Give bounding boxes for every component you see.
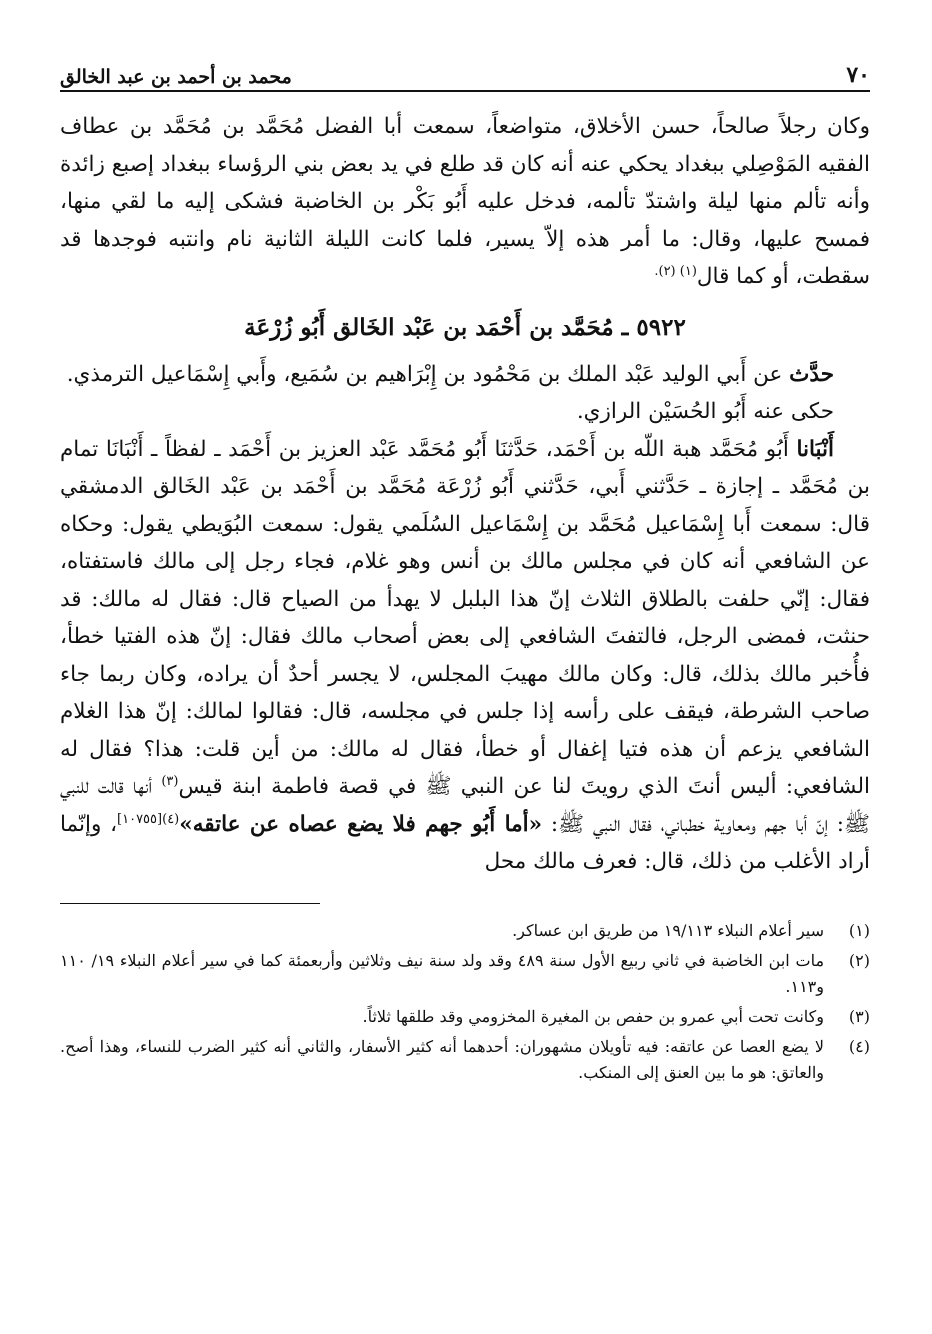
footnote-text: مات ابن الخاضبة في ثاني ربيع الأول سنة ٤٨٩ وقد ولد سنة نيف وثلاثين وأربعمئة كما في سير أعلام النبلاء ١٩/ ١١٠ و١١٣. xyxy=(60,950,825,996)
footnote-3 xyxy=(60,1004,870,1030)
footnote-refs-1-2: (١) (٢). xyxy=(654,263,697,279)
paragraph-haddath xyxy=(60,356,870,394)
entry-heading: ٥٩٢٢ ـ مُحَمَّد بن أَحْمَد بن عَبْد الخَالق أَبُو زُرْعَة xyxy=(244,313,686,341)
footnote-1 xyxy=(60,918,870,944)
footnote-text: لا يضع العصا عن عاتقه: فيه تأويلان مشهوران: أحدهما أنه كثير الأسفار، والثاني أنه كثير الضرب للنساء، وهذا أصح. والعاتق: هو ما بين العنق إلى المنكب. xyxy=(60,1036,825,1082)
footnote-2 xyxy=(60,948,870,1000)
main-text xyxy=(60,108,870,881)
header-rule xyxy=(60,90,870,92)
paragraph-haka: حكى عنه أَبُو الحُسَيْن الرازي. xyxy=(576,399,834,424)
isnad-text-2: أنها قالت للنبي ﷺ: إنّ أبا جهم ومعاوية خطباني، فقال النبي ﷺ: xyxy=(60,774,871,837)
book-page xyxy=(60,48,870,1298)
footnote-ref-4: (٤) xyxy=(162,811,180,827)
footnote-number: (٣) xyxy=(848,1006,870,1026)
lead-word-haddath: حدَّث xyxy=(789,361,834,387)
footnote-rule xyxy=(60,903,320,904)
page-number: ٧٠ xyxy=(846,62,870,88)
hadith-number: [١٠٧٥٥] xyxy=(117,811,163,827)
haddath-text: عن أَبي الوليد عَبْد الملك بن مَحْمُود بن إِبْرَاهيم بن سُمَيع، وأَبي إِسْمَاعيل الترمذي. xyxy=(66,361,790,387)
isnad-text-1: أَبُو مُحَمَّد هبة اللّه بن أَحْمَد، حَدَّثنَا أَبُو مُحَمَّد عَبْد العزيز بن أَحْمَد ـ لفظاً ـ أَنْبَانَا تمام بن مُحَمَّد ـ إجازة ـ حَدَّثني أَبي، حَدَّثني أَبُو زُرْعَة مُحَمَّد بن أَحْمَد بن عَبْد الخَالق الدمشقي قال: سمعت أَبا إِسْمَاعيل مُحَمَّد بن إِسْمَاعيل السُلَمي يقول: سمعت البُوَيطي يقول: وحكاه عن الشافعي أنه كان في مجلس مالك بن أنس وهو غلام، فجاء رجل إلى مالك فاستفتاه، فقال: إنّي حلفت بالطلاق الثلاث إنّ هذا البلبل لا يهدأ من الصياح قال: فقال له مالك: قد حنثت، فمضى الرجل، فالتفتَ الشافعي إلى بعض أصحاب مالك فقال: إنّ هذه الفتيا خطأ، فأُخبر مالك بذلك، قال: وكان مالك مهيبَ المجلس، لا يجسر أحدٌ أن يراده، وكان ربما جاء صاحب الشرطة، فيقف على رأسه إذا جلس في مجلسه، قال: فقالوا لمالك: إنّ هذا الغلام الشافعي يزعم أن هذه فتيا إغفال أو خطأ، فقال له مالك: من أين قلت: هذا؟ فقال له الشافعي: أليس أنتَ الذي رويتَ لنا عن النبي ﷺ في قصة فاطمة ابنة قيس xyxy=(60,436,870,799)
footnote-number: (٢) xyxy=(848,950,870,970)
footnote-number: (٤) xyxy=(848,1036,870,1056)
lead-word-anbana: أَنْبَانا xyxy=(796,436,834,462)
paragraph-isnad xyxy=(60,431,870,881)
footnote-ref-3: (٣) xyxy=(161,773,179,789)
paragraph-ibn-khadiba xyxy=(60,108,870,296)
footnote-number: (١) xyxy=(848,920,870,940)
isnad-text-3: ، وإنّما أراد الأغلب من ذلك، قال: فعرف مالك محل xyxy=(60,811,870,874)
footnote-text: سير أعلام النبلاء ١٩/١١٣ من طريق ابن عساكر. xyxy=(512,920,824,940)
footnotes xyxy=(60,918,870,1086)
running-header xyxy=(60,48,870,88)
footnote-text: وكانت تحت أبي عمرو بن حفص بن المغيرة المخزومي وقد طلقها ثلاثاً. xyxy=(362,1006,824,1026)
hadith-quote: «أما أَبُو جهم فلا يضع عصاه عن عاتقه» xyxy=(179,811,543,837)
running-title: محمد بن أحمد بن عبد الخالق xyxy=(60,66,292,88)
footnote-4 xyxy=(60,1034,870,1086)
paragraph-1-text: وكان رجلاً صالحاً، حسن الأخلاق، متواضعاً، سمعت أبا الفضل مُحَمَّد بن مُحَمَّد بن عطاف الفقيه المَوْصِلي ببغداد يحكي عنه أنه كان قد طلع في يد بعض بني الرؤساء ببغداد إصبع زائدة وأنه تألم منها ليلة واشتدّ تألمه، فدخل عليه أَبُو بَكْر بن الخاضبة فشكى إليه ما لقي منها، فمسح عليها، وقال: ما أمر هذه إلاّ يسير، فلما كانت الليلة الثانية نام وانتبه فوجدها قد سقطت، أو كما قال xyxy=(60,114,870,289)
